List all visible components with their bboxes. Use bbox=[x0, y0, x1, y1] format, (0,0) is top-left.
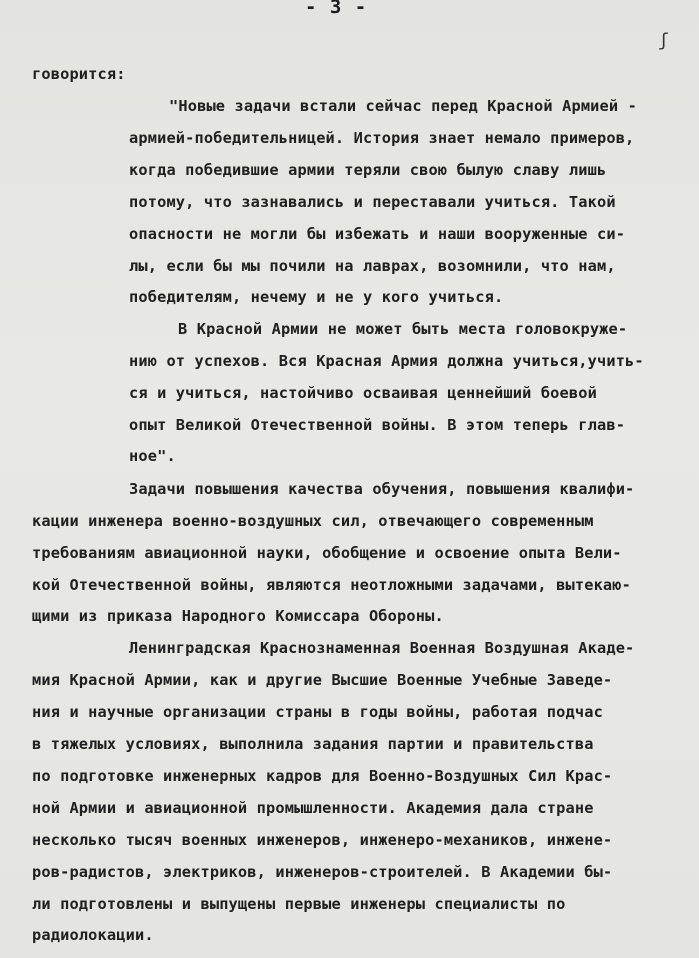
text-line: по подготовке инженерных кадров для Военно-Воздушных Сил Крас- bbox=[32, 767, 613, 785]
text-line: ное". bbox=[129, 447, 176, 465]
text-line: кации инженера военно-воздушных сил, отвечающего современным bbox=[32, 512, 594, 530]
text-line: щими из приказа Народного Комиссара Обороны. bbox=[32, 607, 444, 625]
text-line: говорится: bbox=[32, 65, 126, 83]
page-number: - 3 - bbox=[305, 0, 368, 18]
text-line: несколько тысяч военных инженеров, инженеро-механиков, инжене- bbox=[32, 831, 613, 849]
text-line: опыт Великой Отечественной войны. В этом теперь глав- bbox=[129, 416, 626, 434]
text-line: ли подготовлены и выпущены первые инженеры специалисты по bbox=[32, 895, 566, 913]
text-line: Задачи повышения качества обучения, повышения квалифи- bbox=[129, 480, 635, 498]
text-line: армией-победительницей. История знает немало примеров, bbox=[129, 129, 635, 147]
text-line: радиолокации. bbox=[32, 926, 154, 944]
text-line: Ленинградская Краснознаменная Военная Воздушная Акаде- bbox=[129, 639, 635, 657]
text-line: опасности не могли бы избежать и наши вооруженные си- bbox=[129, 225, 626, 243]
text-line: мия Красной Армии, как и другие Высшие Военные Учебные Заведе- bbox=[32, 671, 613, 689]
text-line: ной Армии и авиационной промышленности. Академия дала стране bbox=[32, 799, 594, 817]
text-line: когда победившие армии теряли свою былую славу лишь bbox=[129, 161, 607, 179]
text-line: победителям, нечему и не у кого учиться. bbox=[129, 288, 504, 306]
text-line: потому, что зазнавались и переставали учиться. Такой bbox=[129, 193, 616, 211]
corner-handwritten-mark: ʃ bbox=[658, 30, 669, 51]
text-line: "Новые задачи встали сейчас перед Красной Армией - bbox=[169, 97, 637, 115]
text-line: лы, если бы мы почили на лаврах, возомнили, что нам, bbox=[129, 257, 616, 275]
text-line: требованиям авиационной науки, обобщение и освоение опыта Вели- bbox=[32, 544, 622, 562]
text-line: ния и научные организации страны в годы войны, работая подчас bbox=[32, 703, 603, 721]
text-line: нию от успехов. Вся Красная Армия должна учиться,учить- bbox=[129, 352, 644, 370]
text-line: ров-радистов, электриков, инженеров-строителей. В Академии бы- bbox=[32, 863, 613, 881]
text-line: в тяжелых условиях, выполнила задания партии и правительства bbox=[32, 735, 594, 753]
text-line: ся и учиться, настойчиво осваивая ценнейший боевой bbox=[129, 384, 597, 402]
text-line: В Красной Армии не может быть места головокруже- bbox=[178, 320, 628, 338]
text-line: кой Отечественной войны, являются неотложными задачами, вытекаю- bbox=[32, 576, 632, 594]
